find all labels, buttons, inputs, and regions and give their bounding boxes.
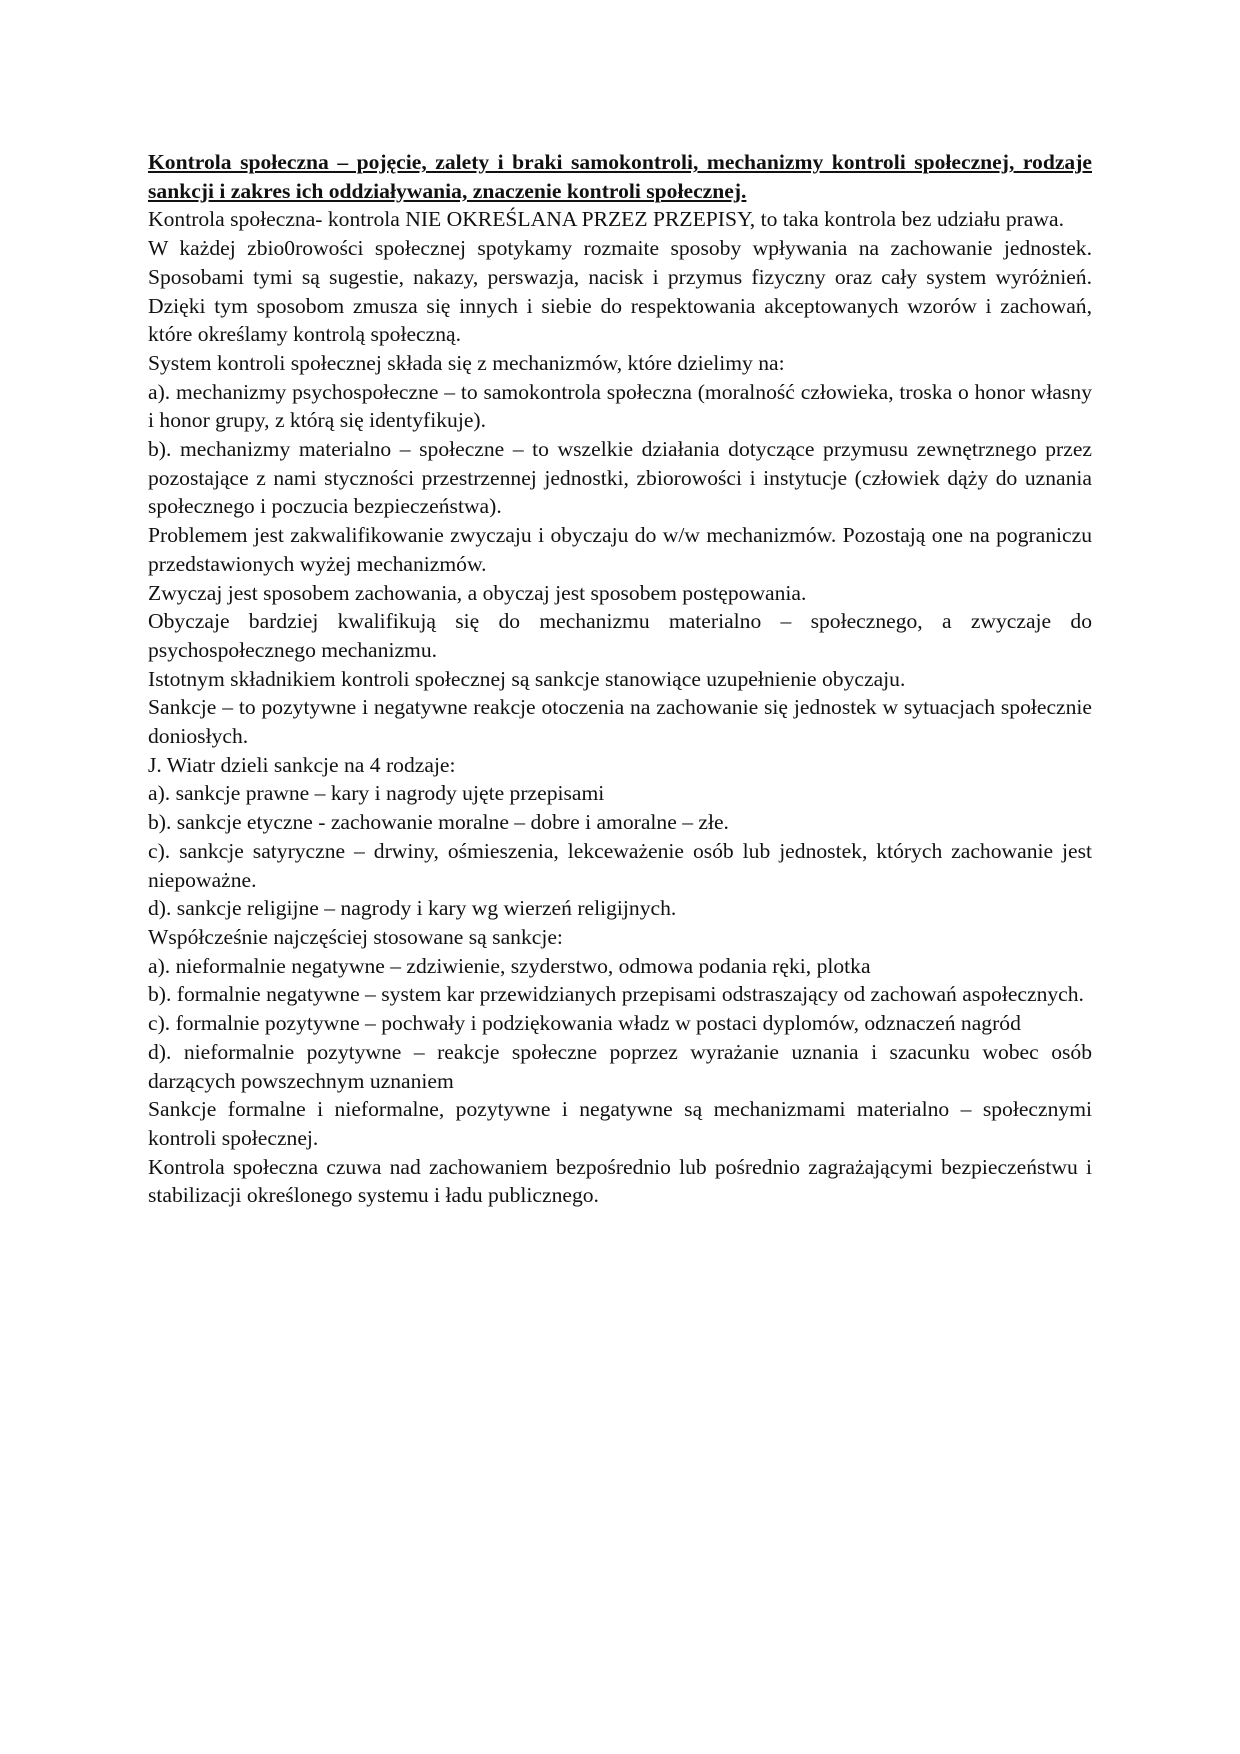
paragraph-sanctions-component: Istotnym składnikiem kontroli społecznej są sankcje stanowiące uzupełnienie obyczaju. bbox=[148, 666, 906, 691]
list-item-sanction-b: b). sankcje etyczne - zachowanie moralne – dobre i amoralne – złe. bbox=[148, 810, 729, 835]
paragraph-formal-informal: Sankcje formalne i nieformalne, pozytywne i negatywne są mechanizmami materialno – społecznymi kontroli społecznej. bbox=[148, 1097, 1092, 1150]
list-item-sanction-a: a). sankcje prawne – kary i nagrody ujęte przepisami bbox=[148, 781, 605, 806]
list-item-mechanism-b: b). mechanizmy materialno – społeczne – to wszelkie działania dotyczące przymusu zewnętrznego przez pozostające z nami styczności przestrzennej jednostki, zbiorowości i instytucje (człowiek dąży do uznania społecznego i poczucia bezpieczeństwa). bbox=[148, 437, 1092, 519]
paragraph-customs-qualification: Obyczaje bardziej kwalifikują się do mechanizmu materialno – społecznego, a zwyczaje do psychospołecznego mechanizmu. bbox=[148, 609, 1092, 662]
document-title: Kontrola społeczna – pojęcie, zalety i braki samokontroli, mechanizmy kontroli społecznej, rodzaje sankcji i zakres ich oddziaływania, znaczenie kontroli społecznej. bbox=[148, 150, 1092, 203]
document-body bbox=[148, 148, 1092, 1210]
list-item-contemporary-a: a). nieformalnie negatywne – zdziwienie, szyderstwo, odmowa podania ręki, plotka bbox=[148, 953, 871, 978]
paragraph-contemporary: Współcześnie najczęściej stosowane są sankcje: bbox=[148, 924, 563, 949]
list-item-contemporary-b: b). formalnie negatywne – system kar przewidzianych przepisami odstraszający od zachowań aspołecznych. bbox=[148, 982, 1084, 1007]
paragraph-custom: Zwyczaj jest sposobem zachowania, a obyczaj jest sposobem postępowania. bbox=[148, 580, 807, 605]
list-item-sanction-c: c). sankcje satyryczne – drwiny, ośmieszenia, lekceważenie osób lub jednostek, których zachowanie jest niepoważne. bbox=[148, 838, 1092, 892]
paragraph-definition: Kontrola społeczna- kontrola NIE OKREŚLANA PRZEZ PRZEPISY, to taka kontrola bez udziału prawa. bbox=[148, 207, 1064, 232]
paragraph-wiatr: J. Wiatr dzieli sankcje na 4 rodzaje: bbox=[148, 752, 456, 777]
paragraph-conclusion: Kontrola społeczna czuwa nad zachowaniem bezpośrednio lub pośrednio zagrażającymi bezpieczeństwu i stabilizacji określonego systemu i ładu publicznego. bbox=[148, 1154, 1092, 1208]
list-item-contemporary-c: c). formalnie pozytywne – pochwały i podziękowania władz w postaci dyplomów, odznaczeń nagród bbox=[148, 1011, 1021, 1036]
paragraph-system: System kontroli społecznej składa się z mechanizmów, które dzielimy na: bbox=[148, 350, 785, 375]
paragraph-problem: Problemem jest zakwalifikowanie zwyczaju i obyczaju do w/w mechanizmów. Pozostają one na pograniczu przedstawionych wyżej mechanizmów. bbox=[148, 523, 1092, 576]
list-item-mechanism-a: a). mechanizmy psychospołeczne – to samokontrola społeczna (moralność człowieka, troska o honor własny i honor grupy, z którą się identyfikuje). bbox=[148, 379, 1092, 433]
list-item-sanction-d: d). sankcje religijne – nagrody i kary wg wierzeń religijnych. bbox=[148, 896, 677, 921]
list-item-contemporary-d: d). nieformalnie pozytywne – reakcje społeczne poprzez wyrażanie uznania i szacunku wobec osób darzących powszechnym uznaniem bbox=[148, 1039, 1092, 1093]
paragraph-methods: W każdej zbio0rowości społecznej spotykamy rozmaite sposoby wpływania na zachowanie jednostek. Sposobami tymi są sugestie, nakazy, perswazja, nacisk i przymus fizyczny oraz cały system wyróżnień. Dzięki tym sposobom zmusza się innych i siebie do respektowania akceptowanych wzorów i zachowań, które określamy kontrolą społeczną. bbox=[148, 236, 1092, 347]
paragraph-sanctions-definition: Sankcje – to pozytywne i negatywne reakcje otoczenia na zachowanie się jednostek w sytuacjach społecznie doniosłych. bbox=[148, 695, 1092, 749]
